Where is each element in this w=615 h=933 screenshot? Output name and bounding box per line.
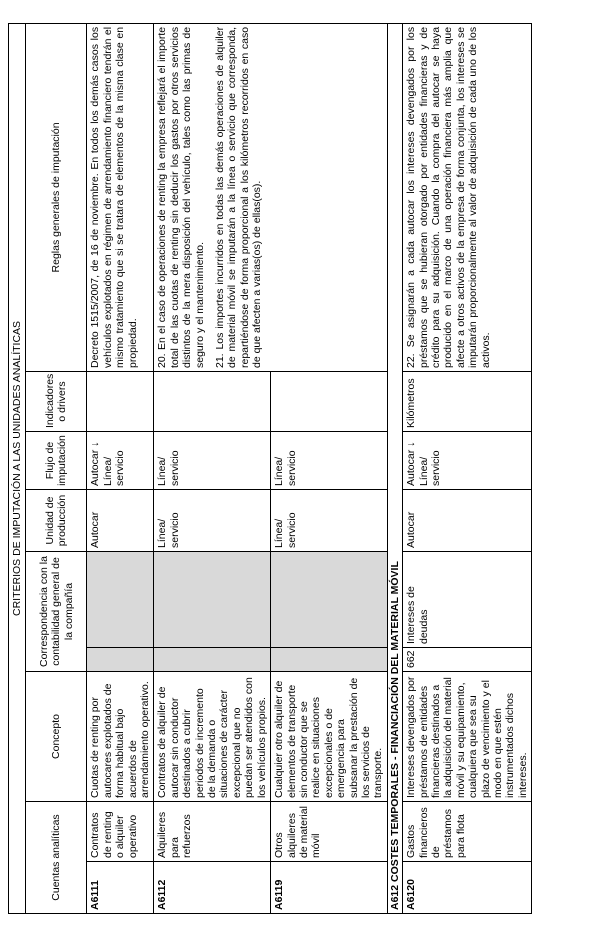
unit-cell: Autocar	[403, 490, 532, 552]
account-code: A6120	[403, 862, 532, 914]
account-name: Otros alquileres de material móvil	[271, 802, 388, 862]
rule-cell: 22. Se asignarán a cada autocar los intereses devengados por los préstamos que se hubieran otorgado por entidades financieras y de crédito para su adquisición. Cuando la compra del autocar se haya producido en el marco de una operación financiera más amplia que afecte a otros activos de la empresa de forma conjunta, los intereses se imputarán proporcionalmente al valor de adquisición de cada uno de los activos.	[403, 23, 532, 371]
account-code: A6112	[154, 862, 271, 914]
rule-cell	[87, 23, 154, 371]
account-name: Alquileres para refuerzos	[154, 802, 271, 862]
account-name: Gastos financieros de préstamos para flota	[403, 802, 532, 862]
header-concepto: Concepto	[26, 672, 87, 802]
flow-cell: Línea/ servicio	[154, 432, 271, 490]
flow-cell: Autocar ↓ Línea/ servicio	[87, 432, 154, 490]
cg-name-cell: Intereses de deudas	[403, 552, 532, 648]
unit-cell: Autocar	[87, 490, 154, 552]
header-correspondencia: Correspondencia con la contabilidad general de la compañía	[26, 552, 87, 672]
driver-cell	[87, 372, 154, 432]
table-row	[87, 23, 154, 913]
concept-cell: Cualquier otro alquiler de elementos de transporte sin conductor que se realice en situaciones excepcionales o de emergencia para subsanar la prestación de los servicios de transporte.	[271, 672, 388, 802]
rule-text: Decreto 1515/2007, de 16 de noviembre. En todos los demás casos los vehículos explotados en régimen de arrendamiento financiero tendrán el mismo tratamiento que si se tratara de elementos de la misma clase en propiedad.	[89, 26, 139, 368]
rule-text: 20. En el caso de operaciones de renting la empresa reflejará el importe total de las cuotas de renting sin deducir los gastos por otros servicios distintos de la mera disposición del vehículo, tales como las primas de seguro y el mantenimiento.	[156, 26, 206, 368]
table-row	[403, 23, 532, 913]
concept-cell: Contratos de alquiler de autocar sin conductor destinados a cubrir periodos de incremento de la demanda o situaciones de carácter excepcional que no puedan ser atendidos con los vehículos propios.	[154, 672, 271, 802]
account-name: Contratos de renting o alquiler operativo	[87, 802, 154, 862]
driver-cell	[271, 372, 388, 432]
driver-cell: Kilómetros	[403, 372, 532, 432]
account-code: A6119	[271, 862, 388, 914]
header-flujo: Flujo de imputación	[26, 432, 87, 490]
rule-cell	[154, 23, 387, 371]
imputation-table	[8, 23, 532, 914]
table-row	[154, 23, 271, 913]
rotated-page	[0, 22, 615, 922]
section-title: A612 COSTES TEMPORALES - FINANCIACIÓN DEL MATERIAL MÓVIL	[387, 23, 402, 913]
concept-cell: Intereses devengados por préstamos de entidades financieras destinados a la adquisición del material móvil y su equipamiento, cualquiera que sea su plazo de vencimiento y el modo en que estén instrumentados dichos intereses.	[403, 672, 532, 802]
cg-name-cell	[87, 552, 154, 648]
cg-code-cell: 662	[403, 648, 532, 672]
cg-code-cell	[271, 648, 388, 672]
cg-code-cell	[154, 648, 271, 672]
header-unidad: Unidad de producción	[26, 490, 87, 552]
unit-cell: Línea/ servicio	[271, 490, 388, 552]
header-cuentas: Cuentas analíticas	[26, 802, 87, 914]
cg-code-cell	[87, 648, 154, 672]
unit-cell: Línea/ servicio	[154, 490, 271, 552]
driver-cell	[154, 372, 271, 432]
rule-text: 21. Los importes incurridos en todas las demás operaciones de alquiler de material móvil se imputarán a la línea o servicio que corresponda, repartiéndose de forma proporcional a los kilómetros recorridos en caso de que afecten a varias(os) de ellas(os).	[214, 26, 264, 368]
concept-cell: Cuotas de renting por autocares explotados de forma habitual bajo acuerdos de arrendamiento operativo.	[87, 672, 154, 802]
table-caption: CRITERIOS DE IMPUTACIÓN A LAS UNIDADES ANALÍTICAS	[9, 23, 26, 913]
header-reglas: Reglas generales de imputación	[26, 23, 87, 371]
section-row	[387, 23, 402, 913]
header-indicadores: Indicadores o drivers	[26, 372, 87, 432]
flow-cell: Línea/ servicio	[271, 432, 388, 490]
cg-name-cell	[154, 552, 271, 648]
account-code: A6111	[87, 862, 154, 914]
cg-name-cell	[271, 552, 388, 648]
flow-cell: Autocar ↓ Línea/ servicio	[403, 432, 532, 490]
